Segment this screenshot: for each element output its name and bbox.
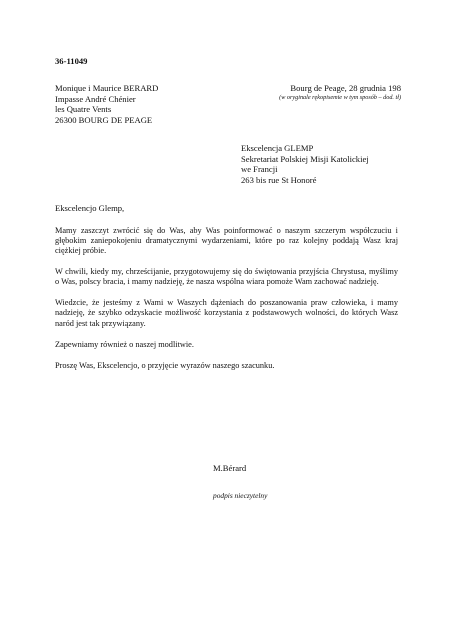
body-paragraph: Wiedzcie, że jesteśmy z Wami w Waszych dążeniach do poszanowania praw człowieka, i mamy nadzieję, że szybko odzyskacie możliwość korzystania z podstawowych wolności, do których Wasz naród jest tak przywiązany. bbox=[55, 298, 398, 328]
recipient-line: Sekretariat Polskiej Misji Katolickiej bbox=[241, 153, 369, 164]
sender-address bbox=[55, 83, 235, 126]
recipient-line: Ekscelencja GLEMP bbox=[241, 143, 314, 153]
document-reference: 36-11049 bbox=[55, 56, 88, 66]
translator-note: (w oryginale rękopisemie w tym sposób – dod. tł) bbox=[279, 94, 401, 101]
salutation: Ekscelencjo Glemp, bbox=[55, 203, 125, 213]
recipient-line: we Francji bbox=[241, 164, 278, 175]
letter-body bbox=[55, 203, 398, 382]
signature-note: podpis nieczytelny bbox=[213, 491, 268, 500]
body-paragraph: Mamy zaszczyt zwrócić się do Was, aby Was poinformować o naszym szczerym współczuciu i głębokim zaniepokojeniu dramatycznymi wydarzeniami, które po raz kolejny poddają Wasz kraj ciężkiej próbie. bbox=[55, 225, 398, 255]
sender-line: 26300 BOURG DE PEAGE bbox=[55, 115, 153, 126]
recipient-address bbox=[241, 143, 411, 186]
closing-paragraph: Proszę Was, Ekscelencjo, o przyjęcie wyrazów naszego szacunku. bbox=[55, 360, 275, 370]
body-paragraph: W chwili, kiedy my, chrześcijanie, przygotowujemy się do świętowania przyjścia Chrystusa, myślimy o Was, polscy bracia, i mamy nadzieję, że nasza wspólna wiara pomoże Wam zachować nadzieję. bbox=[55, 267, 398, 287]
recipient-line: 263 bis rue St Honoré bbox=[241, 175, 317, 186]
body-paragraph: Zapewniamy również o naszej modlitwie. bbox=[55, 339, 194, 349]
sender-line: Monique i Maurice BERARD bbox=[55, 83, 159, 93]
place-and-date: Bourg de Peage, 28 grudnia 198 bbox=[290, 83, 401, 93]
signature-name: M.Bérard bbox=[213, 463, 247, 473]
sender-line: Impasse André Chénier bbox=[55, 93, 136, 104]
sender-line: les Quatre Vents bbox=[55, 104, 112, 115]
